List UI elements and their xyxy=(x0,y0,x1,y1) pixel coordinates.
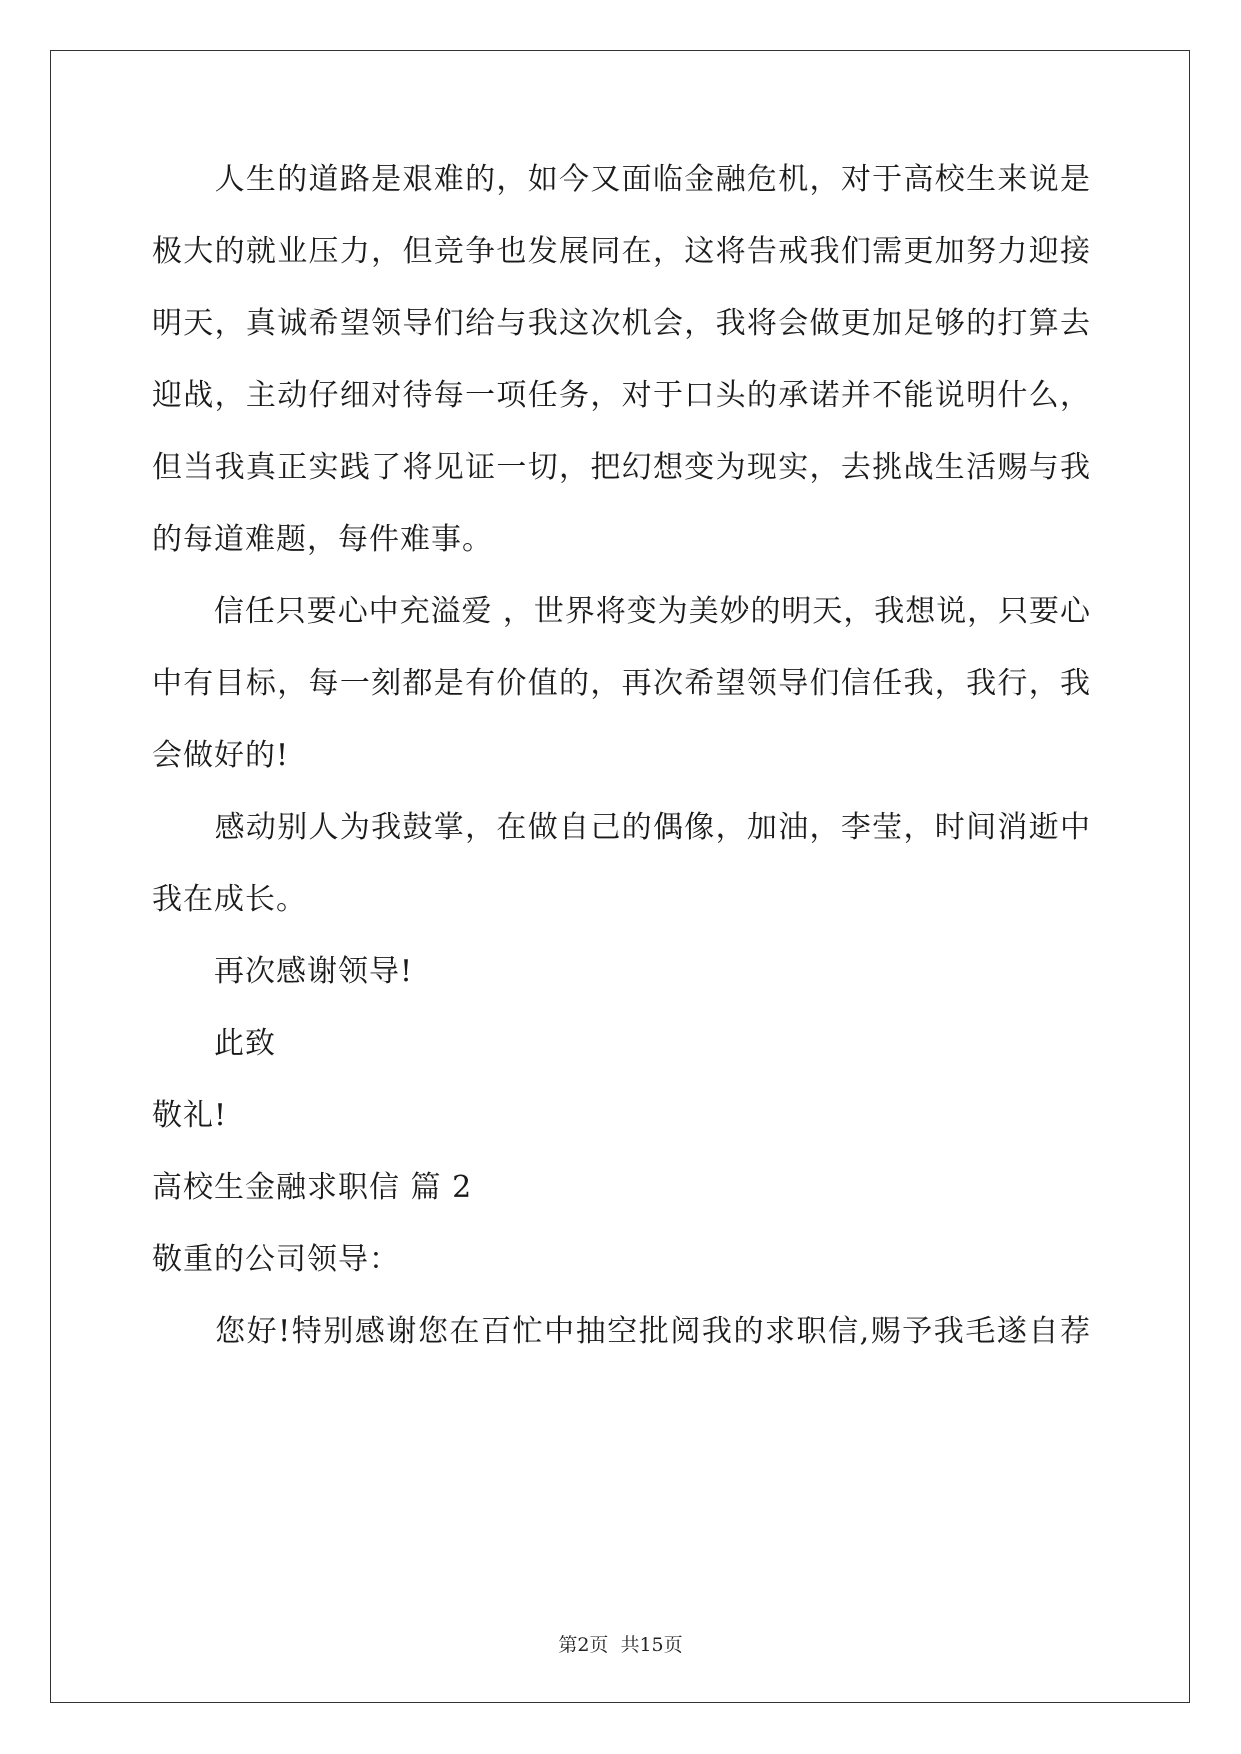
text-line: 人生的道路是艰难的，如今又面临金融危机，对于高校生来说是 xyxy=(152,162,1090,197)
text-line: 信任只要心中充溢爱 ，世界将变为美妙的明天，我想说，只要心 xyxy=(152,594,1090,629)
text-line: 会做好的! xyxy=(152,738,290,773)
text-line: 但当我真正实践了将见证一切，把幻想变为现实，去挑战生活赐与我 xyxy=(152,450,1090,485)
closing-salutation: 此致 xyxy=(152,1026,276,1061)
text-line: 迎战，主动仔细对待每一项任务，对于口头的承诺并不能说明什么， xyxy=(152,378,1090,413)
text-line: 明天，真诚希望领导们给与我这次机会，我将会做更加足够的打算去 xyxy=(152,306,1090,341)
text-line: 感动别人为我鼓掌，在做自己的偶像，加油，李莹，时间消逝中 xyxy=(152,810,1090,845)
text-line: 的每道难题，每件难事。 xyxy=(152,522,493,557)
letter-greeting: 敬重的公司领导： xyxy=(152,1242,400,1277)
page-border xyxy=(50,50,1190,1703)
closing-regards: 敬礼! xyxy=(152,1098,228,1133)
page-number: 第2页 xyxy=(558,1634,609,1656)
page-footer xyxy=(0,1633,1241,1657)
text-line: 中有目标，每一刻都是有价值的，再次希望领导们信任我，我行，我 xyxy=(152,666,1090,701)
text-line: 极大的就业压力，但竞争也发展同在，这将告戒我们需更加努力迎接 xyxy=(152,234,1090,269)
page-total: 共15页 xyxy=(620,1634,683,1656)
section-heading: 高校生金融求职信 篇 2 xyxy=(152,1170,473,1205)
text-line: 我在成长。 xyxy=(152,882,307,917)
closing-thanks: 再次感谢领导! xyxy=(152,954,414,989)
text-line: 您好!特别感谢您在百忙中抽空批阅我的求职信,赐予我毛遂自荐 xyxy=(152,1314,1090,1349)
